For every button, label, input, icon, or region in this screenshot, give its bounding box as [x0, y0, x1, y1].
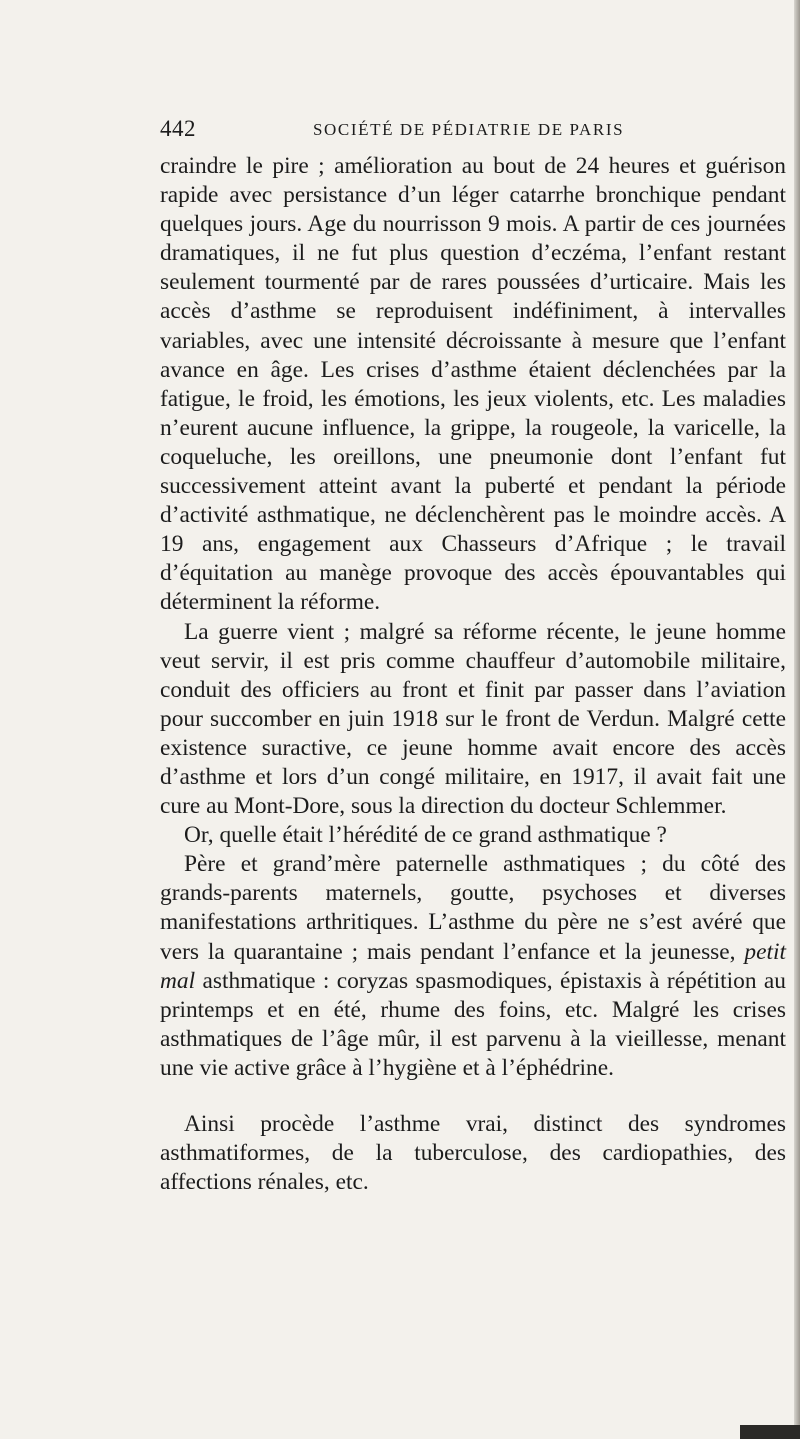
body-text [160, 152, 786, 1197]
paragraph-war-service: La guerre vient ; malgré sa réforme récente, le jeune homme veut servir, il est pris comme chauffeur d’automobile militaire, conduit des officiers au front et finit par passer dans l’aviation pour succomber en juin 1918 sur le front de Verdun. Malgré cette existence suractive, ce jeune homme avait encore des accès d’asthme et lors d’un congé militaire, en 1917, il avait fait une cure au Mont-Dore, sous la direction du docteur Schlemmer. [160, 618, 786, 820]
heredity-text-after: asthmatique : coryzas spasmodiques, épistaxis à répétition au printemps et en été, rhume des foins, etc. Malgré les crises asthmatiques de l’âge mûr, il est parvenu à la vieillesse, menant une vie active grâce à l’hygiène et à l’éphédrine. [160, 967, 786, 1081]
page-header [160, 116, 786, 146]
page-edge-shadow [794, 0, 800, 1439]
paragraph-heredity [160, 850, 786, 1083]
heredity-italic-term: petit mal [160, 938, 786, 994]
page-corner-shadow [740, 1425, 800, 1439]
paragraph-conclusion: Ainsi procède l’asthme vrai, distinct des syndromes asthmatiformes, de la tuberculose, des cardiopathies, des affections rénales, etc. [160, 1111, 786, 1196]
paragraph-heredity-question: Or, quelle était l’hérédité de ce grand asthmatique ? [184, 822, 667, 849]
heredity-text-before: Père et grand’mère paternelle asthmatiques ; du côté des grands-parents maternels, goutte, psychoses et diverses manifestations arthritiques. L’asthme du père ne s’est avéré que vers la quarantaine ; mais pendant l’enfance et la jeunesse, [160, 851, 786, 965]
paragraph-case-history: craindre le pire ; amélioration au bout de 24 heures et guérison rapide avec persistance d’un léger catarrhe bronchique pendant quelques jours. Age du nourrisson 9 mois. A partir de ces journées dramatiques, il ne fut plus question d’eczéma, l’enfant restant seulement tourmenté par de rares poussées d’urticaire. Mais les accès d’asthme se reproduisent indéfiniment, à intervalles variables, avec une intensité décroissante à mesure que l’enfant avance en âge. Les crises d’asthme étaient déclenchées par la fatigue, le froid, les émotions, les jeux violents, etc. Les maladies n’eurent aucune influence, la grippe, la rougeole, la varicelle, la coqueluche, les oreillons, une pneumonie dont l’enfant fut successivement atteint avant la puberté et pendant la période d’activité asthmatique, ne déclenchèrent pas le moindre accès. A 19 ans, engagement aux Chasseurs d’Afrique ; le travail d’équitation au manège provoque des accès épouvantables qui déterminent la réforme. [160, 153, 786, 616]
page-number: 442 [160, 116, 196, 141]
running-head: SOCIÉTÉ DE PÉDIATRIE DE PARIS [313, 120, 625, 139]
